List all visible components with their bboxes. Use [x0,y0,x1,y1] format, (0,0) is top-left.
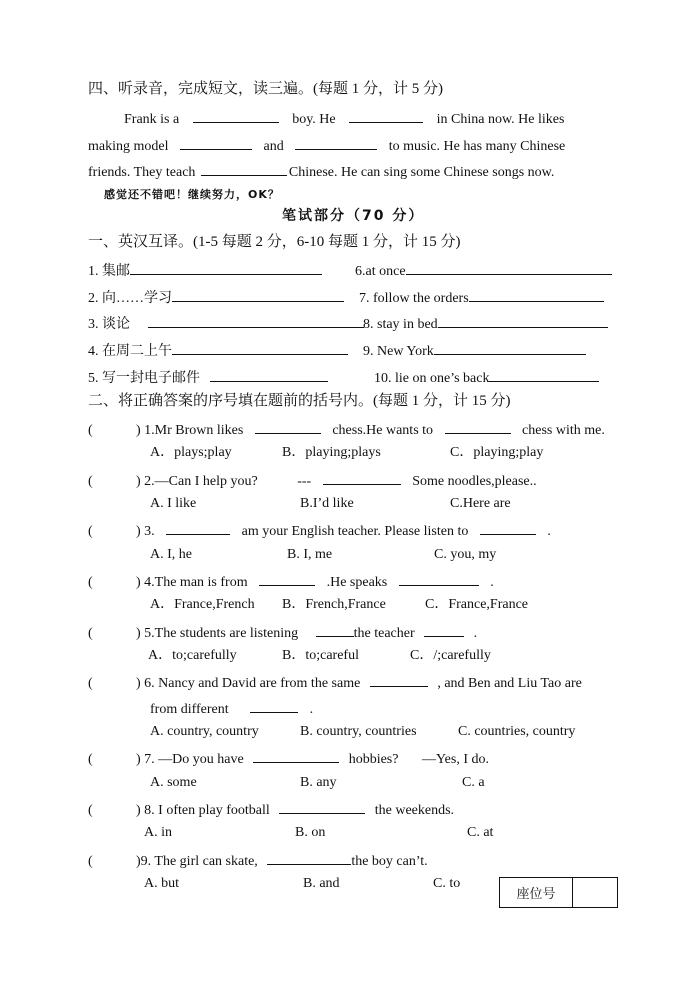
q9-option-b: B. and [303,876,340,891]
q6-option-a: A. country, country [150,724,259,739]
translate-item-10 [374,367,599,388]
encouragement-note: 感觉还不错吧！继续努力，OK？ [104,188,280,201]
answer-blank[interactable] [279,799,365,814]
answer-bracket[interactable]: ( [88,854,93,869]
question-text: .He speaks [326,575,388,590]
answer-blank[interactable] [259,571,315,586]
question-text: ) 1.Mr Brown likes [136,423,244,438]
translate-item-4 [88,340,348,361]
q5-option-c: C．/;carefully [410,648,491,663]
answer-blank[interactable] [250,698,298,713]
q4-option-a: A．France,French [150,597,255,612]
q8-option-a: A. in [144,825,172,840]
seat-number-label: 座位号 [500,878,573,907]
question-text: ) 2.—Can I help you? [136,474,258,489]
question-6-continued [150,698,313,719]
q3-option-c: C. you, my [434,547,497,562]
q1-option-b: B．playing;plays [282,445,381,460]
listening-header: 四、听录音，完成短文，读三遍。(每题 1 分，计 5 分) [88,81,443,97]
item-label: 7. follow the orders [359,291,469,306]
question-text: ) 4.The man is from [136,575,248,590]
question-text: . [490,575,494,590]
q2-option-a: A. I like [150,496,197,511]
question-text: from different [150,702,229,717]
question-text: the teacher [353,626,415,641]
item-label: 8. stay in bed [363,317,438,332]
translate-header: 一、英汉互译。(1-5 每题 2 分，6-10 每题 1 分，计 15 分) [88,234,461,250]
written-section-title: 笔试部分（70 分） [282,208,425,224]
answer-blank[interactable] [130,260,322,275]
question-text: ) 5.The students are listening [136,626,299,641]
question-2 [88,470,537,491]
item-label: 4. 在周二上午 [88,344,172,359]
answer-blank[interactable] [295,135,377,150]
question-1 [88,419,605,440]
translate-item-5 [88,367,328,388]
translate-item-3 [88,313,364,334]
answer-blank[interactable] [253,748,339,763]
answer-bracket[interactable]: ( [88,676,93,691]
text: in China now. He likes [436,112,565,127]
q3-option-b: B. I, me [287,547,333,562]
q4-option-c: C．France,France [425,597,529,612]
text: and [263,139,284,154]
answer-blank[interactable] [489,367,599,382]
choice-header: 二、将正确答案的序号填在题前的括号内。(每题 1 分，计 15 分) [88,393,511,409]
answer-blank[interactable] [180,135,252,150]
q1-option-a: A．plays;play [150,445,232,460]
question-text: ) 8. I often play football [136,803,270,818]
q2-option-c: C.Here are [450,496,511,511]
q6-option-b: B. country, countries [300,724,417,739]
question-text: , and Ben and Liu Tao are [437,676,582,691]
question-text: )9. The girl can skate, [136,854,258,869]
item-label: 5. 写一封电子邮件 [88,371,200,386]
answer-blank[interactable] [445,419,511,434]
question-text: ) 7. —Do you have [136,752,244,767]
question-8 [88,799,454,820]
item-label: 2. 向……学习 [88,291,172,306]
text: Chinese. He can sing some Chinese songs now. [288,165,555,180]
listening-line-3 [88,161,554,182]
question-text: chess.He wants to [332,423,434,438]
translate-item-1 [88,260,322,281]
answer-bracket[interactable]: ( [88,423,93,438]
q1-option-c: C．playing;play [450,445,544,460]
question-text: . [309,702,314,717]
question-5 [88,622,477,643]
q9-option-a: A. but [144,876,179,891]
answer-bracket[interactable]: ( [88,474,93,489]
answer-blank[interactable] [438,313,608,328]
text: making model [88,139,169,154]
item-label: 9. New York [363,344,434,359]
question-text: chess with me. [522,423,605,438]
translate-item-8 [363,313,608,334]
answer-blank[interactable] [406,260,612,275]
answer-bracket[interactable]: ( [88,803,93,818]
translate-item-9 [363,340,586,361]
answer-blank[interactable] [148,313,364,328]
q6-option-c: C. countries, country [458,724,576,739]
answer-blank[interactable] [434,340,586,355]
question-text: ) 6. Nancy and David are from the same [136,676,361,691]
question-text: . [547,524,551,539]
text: friends. They teach [88,165,196,180]
answer-blank[interactable] [255,419,321,434]
answer-blank[interactable] [349,108,423,123]
q7-option-a: A. some [150,775,197,790]
question-7 [88,748,489,769]
answer-blank[interactable] [166,520,230,535]
question-text: am your English teacher. Please listen to [241,524,469,539]
answer-blank[interactable] [316,622,354,637]
question-text: —Yes, I do. [421,752,490,767]
item-label: 1. 集邮 [88,264,130,279]
item-label: 10. lie on one’s back [374,371,490,386]
answer-blank[interactable] [480,520,536,535]
q5-option-a: A．to;carefully [148,648,237,663]
q5-option-b: B．to;careful [282,648,359,663]
text: Frank is a [124,112,180,127]
q7-option-c: C. a [462,775,485,790]
seat-number-field[interactable] [573,878,617,907]
translate-item-6 [355,260,612,281]
answer-blank[interactable] [201,161,287,176]
answer-blank[interactable] [267,850,351,865]
answer-blank[interactable] [424,622,464,637]
question-text: the weekends. [374,803,455,818]
q4-option-b: B．French,France [282,597,386,612]
translate-item-2 [88,287,344,308]
question-text: hobbies? [348,752,399,767]
question-9 [88,850,428,871]
question-6 [88,672,582,693]
answer-bracket[interactable]: ( [88,626,93,641]
text: to music. He has many Chinese [388,139,566,154]
q2-option-b: B.I’d like [300,496,354,511]
listening-line-1 [124,108,564,129]
answer-blank[interactable] [172,287,344,302]
answer-blank[interactable] [172,340,348,355]
q9-option-c: C. to [433,876,461,891]
answer-blank[interactable] [469,287,604,302]
answer-bracket[interactable]: ( [88,524,93,539]
seat-number-box [499,877,618,908]
answer-bracket[interactable]: ( [88,752,93,767]
translate-item-7 [359,287,604,308]
q7-option-b: B. any [300,775,337,790]
text: boy. He [292,112,336,127]
answer-blank[interactable] [193,108,279,123]
item-label: 3. 谈论 [88,317,130,332]
question-text: the boy can’t. [351,854,428,869]
question-text: . [473,626,478,641]
answer-blank[interactable] [399,571,479,586]
question-text: ) 3. [136,524,155,539]
q8-option-c: C. at [467,825,494,840]
question-3 [88,520,551,541]
q3-option-a: A. I, he [150,547,192,562]
item-label: 6.at once [355,264,406,279]
listening-line-2 [88,135,565,156]
answer-bracket[interactable]: ( [88,575,93,590]
answer-blank[interactable] [370,672,428,687]
q8-option-b: B. on [295,825,326,840]
answer-blank[interactable] [210,367,328,382]
answer-blank[interactable] [323,470,401,485]
question-text: Some noodles,please.. [412,474,537,489]
question-text: --- [297,474,312,489]
question-4 [88,571,494,592]
